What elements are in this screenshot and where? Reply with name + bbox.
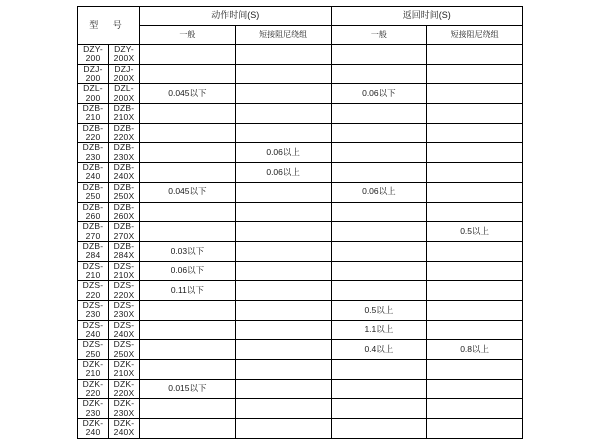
cell-return-general: 0.06以上 [331, 182, 427, 202]
cell-action-shorted [235, 222, 331, 242]
cell-model-b: DZJ-200X [109, 64, 140, 84]
cell-action-general: 0.11以下 [140, 281, 236, 301]
table-row [78, 202, 523, 222]
cell-return-shorted [427, 45, 523, 65]
cell-model-a: DZB-260 [78, 202, 109, 222]
cell-model-a: DZS-230 [78, 300, 109, 320]
cell-model-b: DZK-230X [109, 399, 140, 419]
cell-return-shorted: 0.5以上 [427, 222, 523, 242]
cell-return-general [331, 360, 427, 380]
header-return-time: 返回时间(S) [331, 7, 523, 26]
cell-return-general [331, 241, 427, 261]
cell-model-b: DZB-250X [109, 182, 140, 202]
table-header-row-sub [78, 26, 523, 45]
table-row [78, 340, 523, 360]
cell-action-shorted [235, 84, 331, 104]
cell-model-a: DZK-230 [78, 399, 109, 419]
cell-action-shorted [235, 281, 331, 301]
cell-action-shorted [235, 182, 331, 202]
table-header-row-main [78, 7, 523, 26]
header-type: 型 号 [78, 7, 140, 45]
cell-return-general [331, 419, 427, 439]
cell-action-general [140, 104, 236, 124]
cell-action-shorted [235, 419, 331, 439]
table-row [78, 360, 523, 380]
cell-model-b: DZK-210X [109, 360, 140, 380]
cell-action-shorted [235, 261, 331, 281]
cell-return-general [331, 399, 427, 419]
cell-model-b: DZB-230X [109, 143, 140, 163]
cell-action-shorted: 0.06以上 [235, 163, 331, 183]
cell-action-shorted [235, 340, 331, 360]
cell-action-general [140, 222, 236, 242]
cell-action-general [140, 360, 236, 380]
cell-return-shorted [427, 84, 523, 104]
cell-model-b: DZS-220X [109, 281, 140, 301]
cell-return-general [331, 104, 427, 124]
cell-return-general [331, 123, 427, 143]
cell-action-shorted [235, 202, 331, 222]
cell-model-b: DZB-210X [109, 104, 140, 124]
cell-model-a: DZL-200 [78, 84, 109, 104]
header-action-time: 动作时间(S) [140, 7, 332, 26]
cell-return-shorted [427, 163, 523, 183]
cell-return-shorted [427, 281, 523, 301]
table-row [78, 163, 523, 183]
cell-model-a: DZB-240 [78, 163, 109, 183]
cell-model-b: DZS-250X [109, 340, 140, 360]
cell-action-general [140, 300, 236, 320]
cell-action-shorted [235, 104, 331, 124]
table-row [78, 104, 523, 124]
cell-action-shorted [235, 45, 331, 65]
cell-return-general [331, 202, 427, 222]
cell-model-b: DZB-220X [109, 123, 140, 143]
cell-return-shorted [427, 261, 523, 281]
cell-return-shorted [427, 419, 523, 439]
cell-action-shorted: 0.06以上 [235, 143, 331, 163]
cell-return-general [331, 64, 427, 84]
cell-model-b: DZB-270X [109, 222, 140, 242]
cell-return-shorted [427, 104, 523, 124]
cell-model-a: DZK-240 [78, 419, 109, 439]
cell-model-b: DZY-200X [109, 45, 140, 65]
cell-model-b: DZS-240X [109, 320, 140, 340]
table-row [78, 84, 523, 104]
table-row [78, 320, 523, 340]
cell-action-shorted [235, 64, 331, 84]
cell-action-shorted [235, 379, 331, 399]
cell-action-general [140, 163, 236, 183]
cell-action-general: 0.015以下 [140, 379, 236, 399]
cell-action-general [140, 202, 236, 222]
cell-model-a: DZB-284 [78, 241, 109, 261]
cell-return-shorted [427, 241, 523, 261]
table-header [78, 7, 523, 45]
cell-action-general [140, 123, 236, 143]
table-row [78, 64, 523, 84]
cell-return-general: 0.5以上 [331, 300, 427, 320]
relay-timing-table [77, 6, 523, 439]
cell-action-general [140, 320, 236, 340]
cell-action-shorted [235, 123, 331, 143]
header-action-shorted-damping-winding: 短接阻尼绕组 [235, 26, 331, 45]
cell-action-general [140, 399, 236, 419]
cell-return-general [331, 45, 427, 65]
cell-action-shorted [235, 399, 331, 419]
cell-model-a: DZS-240 [78, 320, 109, 340]
table-row [78, 261, 523, 281]
cell-model-a: DZY-200 [78, 45, 109, 65]
cell-return-shorted [427, 123, 523, 143]
cell-return-general [331, 281, 427, 301]
header-action-general: 一般 [140, 26, 236, 45]
cell-return-shorted: 0.8以上 [427, 340, 523, 360]
cell-return-shorted [427, 202, 523, 222]
cell-action-general [140, 45, 236, 65]
cell-return-general: 0.06以下 [331, 84, 427, 104]
table-row [78, 222, 523, 242]
cell-action-shorted [235, 300, 331, 320]
cell-action-shorted [235, 320, 331, 340]
cell-model-b: DZB-240X [109, 163, 140, 183]
cell-action-shorted [235, 360, 331, 380]
table-row [78, 123, 523, 143]
table-row [78, 419, 523, 439]
cell-return-shorted [427, 379, 523, 399]
cell-model-b: DZK-220X [109, 379, 140, 399]
cell-action-general [140, 340, 236, 360]
cell-model-b: DZB-260X [109, 202, 140, 222]
cell-model-b: DZK-240X [109, 419, 140, 439]
table-row [78, 143, 523, 163]
table-body [78, 45, 523, 439]
cell-action-general [140, 64, 236, 84]
cell-model-a: DZB-210 [78, 104, 109, 124]
table-row [78, 45, 523, 65]
cell-model-b: DZS-230X [109, 300, 140, 320]
cell-model-b: DZS-210X [109, 261, 140, 281]
cell-return-shorted [427, 182, 523, 202]
cell-return-general: 0.4以上 [331, 340, 427, 360]
cell-model-a: DZB-250 [78, 182, 109, 202]
cell-model-a: DZB-220 [78, 123, 109, 143]
cell-model-a: DZK-210 [78, 360, 109, 380]
cell-model-b: DZL-200X [109, 84, 140, 104]
cell-model-b: DZB-284X [109, 241, 140, 261]
cell-action-general [140, 419, 236, 439]
table-row [78, 379, 523, 399]
cell-return-general [331, 143, 427, 163]
cell-model-a: DZK-220 [78, 379, 109, 399]
cell-return-general [331, 222, 427, 242]
cell-model-a: DZS-220 [78, 281, 109, 301]
table-row [78, 399, 523, 419]
cell-action-general: 0.03以下 [140, 241, 236, 261]
cell-return-shorted [427, 300, 523, 320]
cell-return-general [331, 261, 427, 281]
cell-action-general: 0.045以下 [140, 182, 236, 202]
cell-action-general [140, 143, 236, 163]
cell-return-general: 1.1以上 [331, 320, 427, 340]
cell-return-shorted [427, 399, 523, 419]
cell-model-a: DZS-210 [78, 261, 109, 281]
cell-model-a: DZB-270 [78, 222, 109, 242]
cell-action-general: 0.06以下 [140, 261, 236, 281]
table-row [78, 300, 523, 320]
cell-return-shorted [427, 360, 523, 380]
cell-return-shorted [427, 320, 523, 340]
table-row [78, 182, 523, 202]
header-return-general: 一般 [331, 26, 427, 45]
cell-action-shorted [235, 241, 331, 261]
cell-model-a: DZJ-200 [78, 64, 109, 84]
cell-return-general [331, 163, 427, 183]
table-row [78, 281, 523, 301]
cell-return-general [331, 379, 427, 399]
cell-return-shorted [427, 143, 523, 163]
table-row [78, 241, 523, 261]
cell-action-general: 0.045以下 [140, 84, 236, 104]
cell-model-a: DZS-250 [78, 340, 109, 360]
cell-return-shorted [427, 64, 523, 84]
header-return-shorted-damping-winding: 短接阻尼绕组 [427, 26, 523, 45]
cell-model-a: DZB-230 [78, 143, 109, 163]
